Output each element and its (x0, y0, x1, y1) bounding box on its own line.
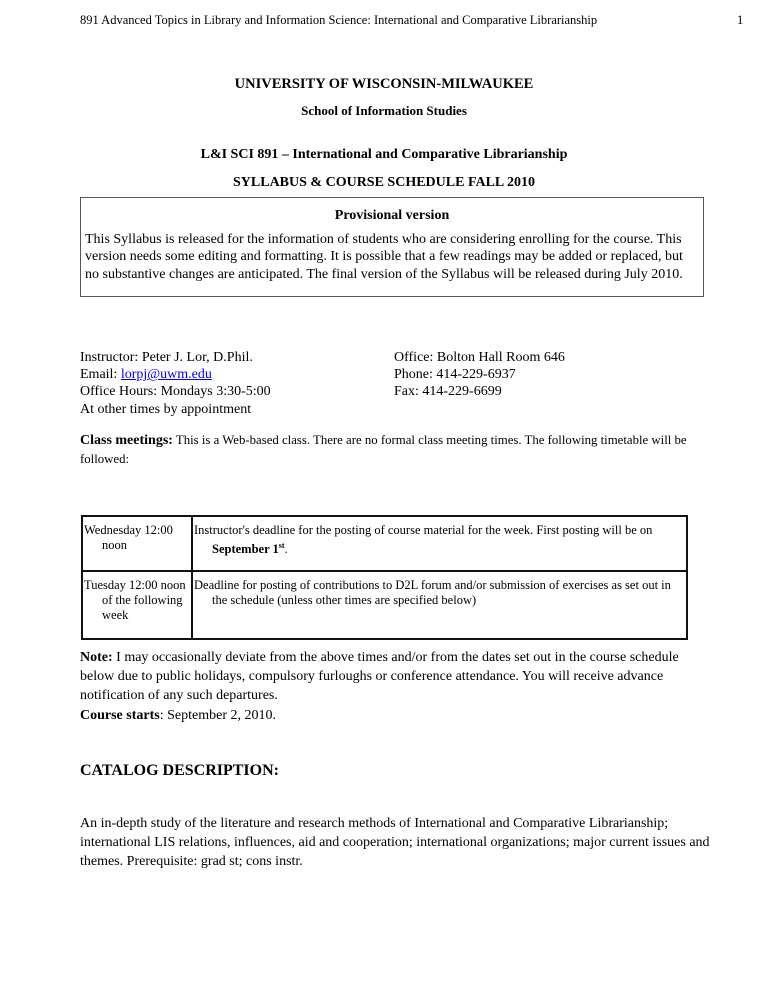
timetable-when: Wednesday 12:00 noon (84, 523, 173, 552)
course-starts (80, 706, 710, 725)
office-hours: Office Hours: Mondays 3:30-5:00 (80, 384, 271, 400)
instructor-email-line (80, 366, 271, 383)
fax: Fax: 414-229-6699 (394, 384, 502, 400)
phone: Phone: 414-229-6937 (394, 367, 516, 383)
instructor-info (80, 349, 271, 418)
table-row (82, 571, 687, 639)
catalog-description: An in-depth study of the literature and research methods of International and Comparative Librarianship; international LIS relations, influences, aid and cooperation; international organizations; major current issues and themes. Prerequisite: grad st; cons instr. (80, 816, 710, 869)
school-title: School of Information Studies (301, 103, 467, 118)
email-link[interactable]: lorpj@uwm.edu (120, 367, 212, 383)
note-label: Note: (80, 650, 113, 665)
course-starts-label: Course starts (80, 708, 160, 723)
timetable-what-text: Instructor's deadline for the posting of course material for the week. First posting will be on (194, 523, 653, 537)
table-row (82, 516, 687, 571)
course-starts-text: : September 2, 2010. (159, 708, 276, 723)
syllabus-title: SYLLABUS & COURSE SCHEDULE FALL 2010 (233, 175, 535, 190)
course-title: L&I SCI 891 – International and Comparative Librarianship (200, 147, 568, 162)
timetable-what (194, 523, 683, 557)
provisional-notice-box (80, 197, 704, 297)
email-label: Email: (80, 367, 121, 383)
date-suffix: st (278, 541, 285, 550)
catalog-heading: CATALOG DESCRIPTION: (80, 762, 279, 779)
running-header: 891 Advanced Topics in Library and Information Science: International and Comparative Librarianship (80, 13, 598, 27)
class-meetings-label: Class meetings: (80, 433, 173, 448)
other-times: At other times by appointment (80, 401, 252, 417)
notice-text: This Syllabus is released for the information of students who are considering enrolling for the course. This version needs some editing and formatting. It is possible that a few readings may be added or replaced, but no substantive changes are anticipated. The final version of the Syllabus will be released during July 2010. (85, 232, 683, 282)
timetable-when: Tuesday 12:00 noon of the following week (84, 578, 186, 622)
first-posting-date: September 1 (212, 542, 279, 557)
timetable-what: Deadline for posting of contributions to D2L forum and/or submission of exercises as set out in the schedule (unless other times are specified below) (194, 578, 671, 607)
period: . (284, 542, 288, 557)
office-info (394, 349, 565, 401)
office: Office: Bolton Hall Room 646 (394, 350, 565, 365)
timetable (81, 515, 688, 640)
page-number: 1 (737, 13, 744, 27)
class-meetings-text: This is a Web-based class. There are no formal class meeting times. The following timetable will be followed: (80, 433, 687, 466)
university-title: UNIVERSITY OF WISCONSIN-MILWAUKEE (234, 76, 534, 92)
class-meetings (80, 431, 700, 469)
instructor-name: Instructor: Peter J. Lor, D.Phil. (80, 350, 253, 365)
note-text: I may occasionally deviate from the above times and/or from the dates set out in the course schedule below due to public holidays, compulsory furloughs or conference attendance. You will receive advance notification of any such departures. (80, 650, 679, 703)
notice-title: Provisional version (334, 208, 450, 223)
note (80, 648, 710, 705)
